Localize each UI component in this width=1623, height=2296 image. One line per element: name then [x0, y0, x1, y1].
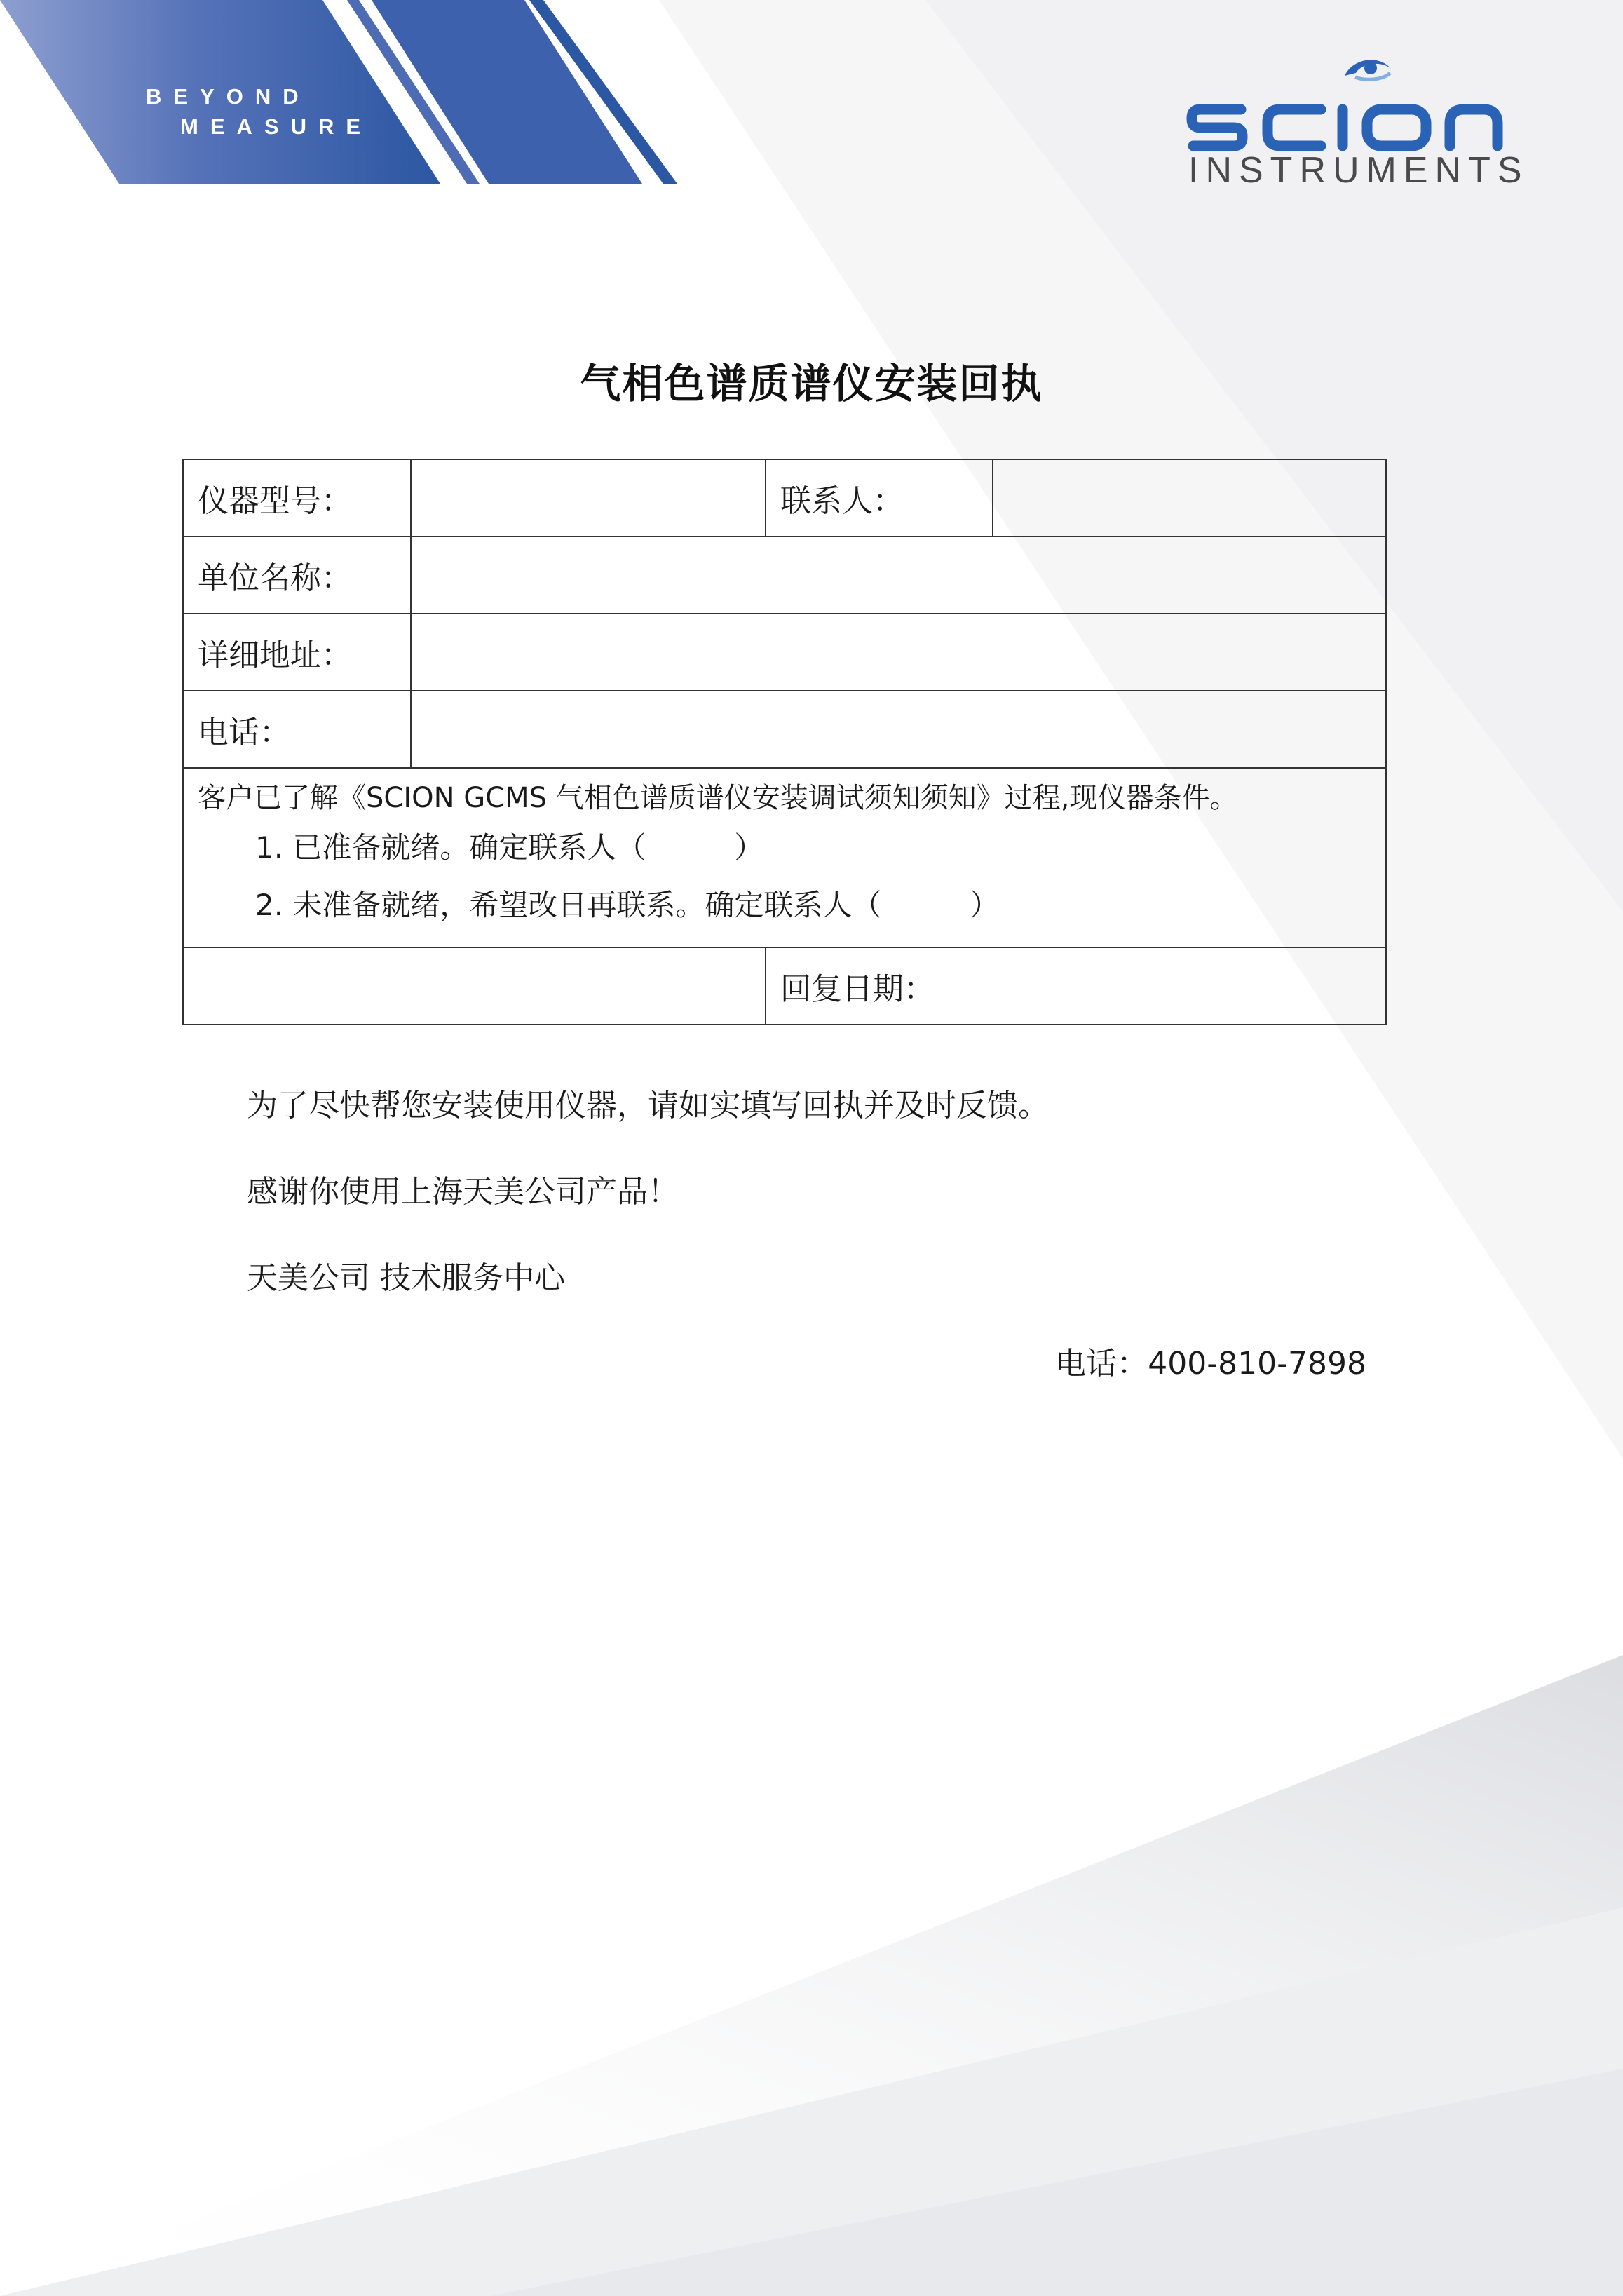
contact-field[interactable] — [993, 459, 1386, 536]
signature-paragraph: 天美公司 技术服务中心 — [247, 1260, 565, 1296]
model-label: 仪器型号： — [183, 459, 411, 536]
notice-cell — [183, 768, 1386, 947]
row-phone — [183, 691, 1386, 768]
company-field[interactable] — [411, 536, 1386, 614]
company-label: 单位名称： — [183, 536, 411, 614]
signature-field[interactable] — [183, 947, 766, 1025]
model-field[interactable] — [411, 459, 766, 536]
option-ready: 1. 已准备就绪。确定联系人（ ） — [255, 830, 764, 865]
reply-date-label: 回复日期： — [766, 947, 1386, 1025]
footer-phone: 电话：400-810-7898 — [1055, 1346, 1366, 1382]
contact-label: 联系人： — [766, 459, 993, 536]
address-field[interactable] — [411, 614, 1386, 691]
banner-line-1: BEYOND — [146, 84, 311, 109]
row-reply-date — [183, 947, 1386, 1025]
address-label: 详细地址： — [183, 614, 411, 691]
banner-line-2: MEASURE — [180, 114, 373, 139]
receipt-form-table — [182, 459, 1387, 1025]
logo-subtitle: INSTRUMENTS — [1188, 150, 1529, 191]
row-address — [183, 614, 1386, 691]
option-not-ready: 2. 未准备就绪，希望改日再联系。确定联系人（ ） — [255, 888, 1000, 922]
row-notice — [183, 768, 1386, 947]
phone-label: 电话： — [183, 691, 411, 768]
notice-text: 客户已了解《SCION GCMS 气相色谱质谱仪安装调试须知须知》过程,现仪器条件。 — [198, 782, 1238, 814]
row-model — [183, 459, 1386, 536]
document-title: 气相色谱质谱仪安装回执 — [580, 360, 1043, 407]
instruction-paragraph: 为了尽快帮您安装使用仪器，请如实填写回执并及时反馈。 — [247, 1088, 1049, 1123]
row-company — [183, 536, 1386, 614]
thanks-paragraph: 感谢你使用上海天美公司产品！ — [247, 1174, 679, 1210]
phone-field[interactable] — [411, 691, 1386, 768]
